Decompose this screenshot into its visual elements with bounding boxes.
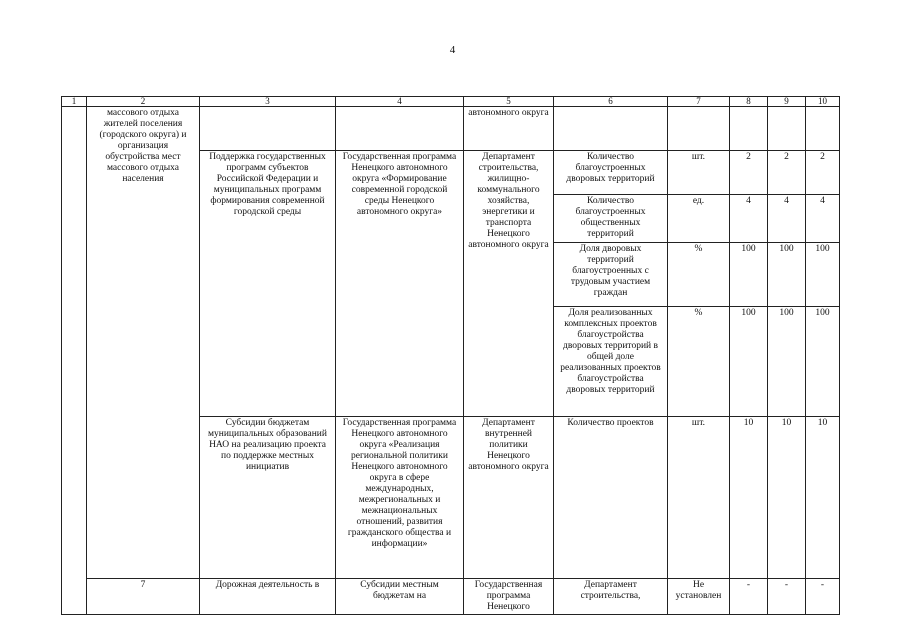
unit-cell: - [730,579,768,615]
table-row [62,107,840,151]
value-cell: 100 [730,243,768,307]
header-cell: 2 [87,97,200,107]
row-number-cell: 7 [87,579,200,615]
table-cell [768,107,806,151]
indicator-cell: Доля дворовых территорий благоустроенных с трудовым участием граждан [554,243,668,307]
table-cell [200,107,336,151]
unit-cell: % [668,243,730,307]
header-cell: 10 [806,97,840,107]
unit-cell: шт. [668,151,730,195]
measure-cell: Поддержка государственных программ субъектов Российской Федерации и муниципальных программ формирования современной городской среды [200,151,336,417]
program-cell: Государственная программа Ненецкого автономного округа «Реализация региональной политики Ненецкого автономного округа в сфере международных, межрегиональных и межнациональных отношений, развития гражданского общества и информации» [336,417,464,579]
row-number-cell [62,107,87,615]
value-cell: 10 [768,417,806,579]
indicator-cell: Не установлен [668,579,730,615]
department-cell: Департамент строительства, [554,579,668,615]
header-cell: 1 [62,97,87,107]
indicator-cell: Количество благоустроенных дворовых территорий [554,151,668,195]
value-cell: 100 [806,243,840,307]
unit-cell: ед. [668,195,730,243]
header-cell: 3 [200,97,336,107]
value-cell: - [806,579,840,615]
value-cell: 10 [806,417,840,579]
program-cell: Государственная программа Ненецкого [464,579,554,615]
page-number: 4 [449,44,456,56]
document-table [61,96,840,615]
indicator-cell: Количество благоустроенных общественных территорий [554,195,668,243]
value-cell: 100 [806,307,840,417]
header-cell: 4 [336,97,464,107]
value-cell: 100 [768,307,806,417]
value-cell: 10 [730,417,768,579]
value-cell: 4 [730,195,768,243]
department-cell: Департамент внутренней политики Ненецкого автономного округа [464,417,554,579]
measure-cell: Субсидии местным бюджетам на [336,579,464,615]
table-cell [336,107,464,151]
activity-cell: массового отдыха жителей поселения (городского округа) и организация обустройства мест массового отдыха населения [87,107,200,579]
value-cell: 100 [768,243,806,307]
activity-cell: Дорожная деятельность в [200,579,336,615]
indicator-cell: Доля реализованных комплексных проектов благоустройства дворовых территорий в общей доле реализованных проектов благоустройства дворовых территорий [554,307,668,417]
value-cell: 100 [730,307,768,417]
table-cell [668,107,730,151]
header-cell: 6 [554,97,668,107]
value-cell: 4 [806,195,840,243]
header-cell: 5 [464,97,554,107]
value-cell: - [768,579,806,615]
table-cell [806,107,840,151]
value-cell: 2 [730,151,768,195]
program-cell: Государственная программа Ненецкого автономного округа «Формирование современной городской среды Ненецкого автономного округа» [336,151,464,417]
value-cell: 2 [768,151,806,195]
table-cell [554,107,668,151]
measure-cell: Субсидии бюджетам муниципальных образований НАО на реализацию проекта по поддержке местных инициатив [200,417,336,579]
header-cell: 7 [668,97,730,107]
table-cell [730,107,768,151]
unit-cell: % [668,307,730,417]
value-cell: 2 [806,151,840,195]
value-cell: 4 [768,195,806,243]
indicator-cell: Количество проектов [554,417,668,579]
header-row [62,97,840,107]
department-cell: Департамент строительства, жилищно-коммунального хозяйства, энергетики и транспорта Ненецкого автономного округа [464,151,554,417]
header-cell: 8 [730,97,768,107]
header-cell: 9 [768,97,806,107]
department-cell: автономного округа [464,107,554,151]
unit-cell: шт. [668,417,730,579]
table-row [62,579,840,615]
